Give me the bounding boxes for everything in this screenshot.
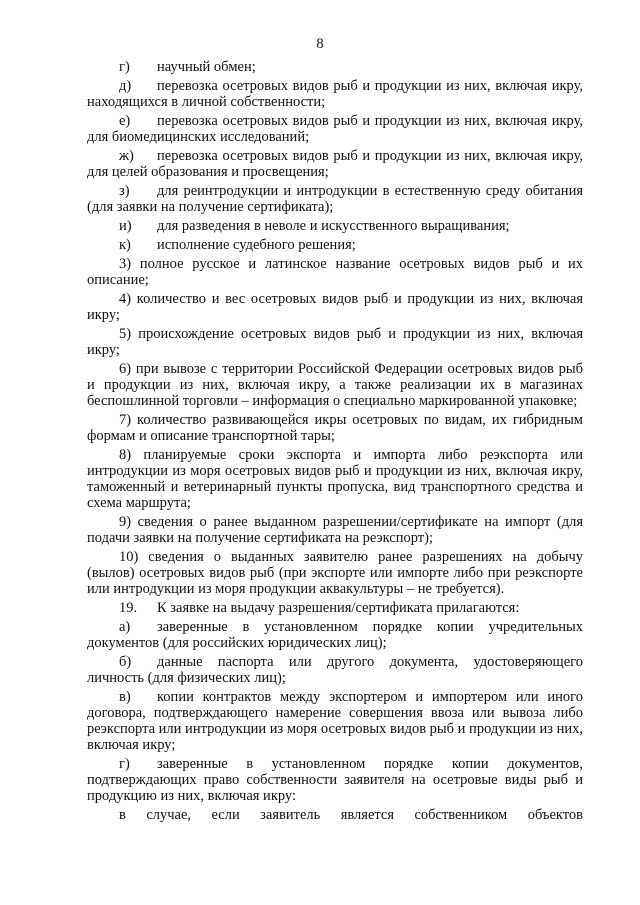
list-marker: а): [119, 619, 131, 635]
page-number: 8: [316, 36, 324, 52]
paragraph-4-quantity-weight: 4) количество и вес осетровых видов рыб и продукции из них, включая икру;: [87, 291, 583, 323]
list-marker: б): [119, 654, 132, 670]
list-item-b-passport: [87, 654, 583, 686]
document-body: [87, 59, 583, 826]
paragraph-continued-owner: в случае, если заявитель является собственником объектов: [119, 807, 583, 823]
paragraph-5-origin: 5) происхождение осетровых видов рыб и продукции из них, включая икру;: [87, 326, 583, 358]
list-marker: в): [119, 689, 131, 705]
list-marker: г): [119, 59, 130, 75]
section-text: К заявке на выдачу разрешения/сертификата прилагаются:: [157, 600, 520, 616]
list-item-text: перевозка осетровых видов рыб и продукции из них, включая икру, для биомедицинских исследований;: [87, 113, 583, 145]
list-item-a-charter-documents: [87, 619, 583, 651]
paragraph-10-catch-permits: 10) сведения о выданных заявителю ранее разрешениях на добычу (вылов) осетровых видов рыб (при экспорте или импорте либо при реэкспорте или интродукции из моря продукции аквакультуры – не требуется).: [87, 549, 583, 597]
list-item-v-contracts: [87, 689, 583, 753]
list-item-text: перевозка осетровых видов рыб и продукции из них, включая икру, для целей образования и просвещения;: [87, 148, 583, 180]
section-19-attachments: [87, 600, 583, 616]
list-item-zh-education: [87, 148, 583, 180]
list-item-g-ownership-documents: [87, 756, 583, 804]
paragraph-6-export-packaging: 6) при вывозе с территории Российской Федерации осетровых видов рыб и продукции из них, включая икру, а также реализации их в магазинах беспошлинной торговли – информация о специально маркированной упаковке;: [87, 361, 583, 409]
list-item-d-personal-property: [87, 78, 583, 110]
list-marker: ж): [119, 148, 134, 164]
list-item-text: научный обмен;: [157, 59, 256, 75]
list-item-i-captive-breeding: [87, 218, 583, 234]
paragraph-7-roe-quantity: 7) количество развивающейся икры осетровых по видам, их гибридным формам и описание транспортной тары;: [87, 412, 583, 444]
paragraph-9-previous-permit: 9) сведения о ранее выданном разрешении/сертификате на импорт (для подачи заявки на получение сертификата на реэкспорт);: [87, 514, 583, 546]
list-item-g-scientific-exchange: [87, 59, 583, 75]
list-item-text: для реинтродукции и интродукции в естественную среду обитания (для заявки на получение сертификата);: [87, 183, 583, 215]
list-item-e-biomedical: [87, 113, 583, 145]
list-item-text: копии контрактов между экспортером и импортером или иного договора, подтверждающего намерение совершения ввоза или вывоза либо реэкспорта или интродукции из моря осетровых видов рыб и продукции из них, включая икру;: [87, 689, 583, 753]
list-item-z-reintroduction: [87, 183, 583, 215]
list-item-text: исполнение судебного решения;: [157, 237, 356, 253]
list-marker: г): [119, 756, 130, 772]
list-marker: и): [119, 218, 132, 234]
list-marker: з): [119, 183, 130, 199]
list-item-text: заверенные в установленном порядке копии учредительных документов (для российских юридических лиц);: [87, 619, 583, 651]
list-item-text: для разведения в неволе и искусственного выращивания;: [157, 218, 510, 234]
paragraph-3-species-name: 3) полное русское и латинское название осетровых видов рыб и их описание;: [87, 256, 583, 288]
list-item-text: перевозка осетровых видов рыб и продукции из них, включая икру, находящихся в личной собственности;: [87, 78, 583, 110]
list-marker: к): [119, 237, 131, 253]
list-marker: д): [119, 78, 132, 94]
list-item-text: заверенные в установленном порядке копии документов, подтверждающих право собственности заявителя на осетровые виды рыб и продукцию из них, включая икру:: [87, 756, 583, 804]
list-item-text: данные паспорта или другого документа, удостоверяющего личность (для физических лиц);: [87, 654, 583, 686]
list-item-k-court-decision: [87, 237, 583, 253]
list-marker: е): [119, 113, 131, 129]
section-number: 19.: [119, 600, 138, 616]
paragraph-8-planned-dates: 8) планируемые сроки экспорта и импорта либо реэкспорта или интродукции из моря осетровых видов рыб и продукции из них, включая икру, таможенный и ветеринарный пункты пропуска, вид транспортного средства и схема маршрута;: [87, 447, 583, 511]
